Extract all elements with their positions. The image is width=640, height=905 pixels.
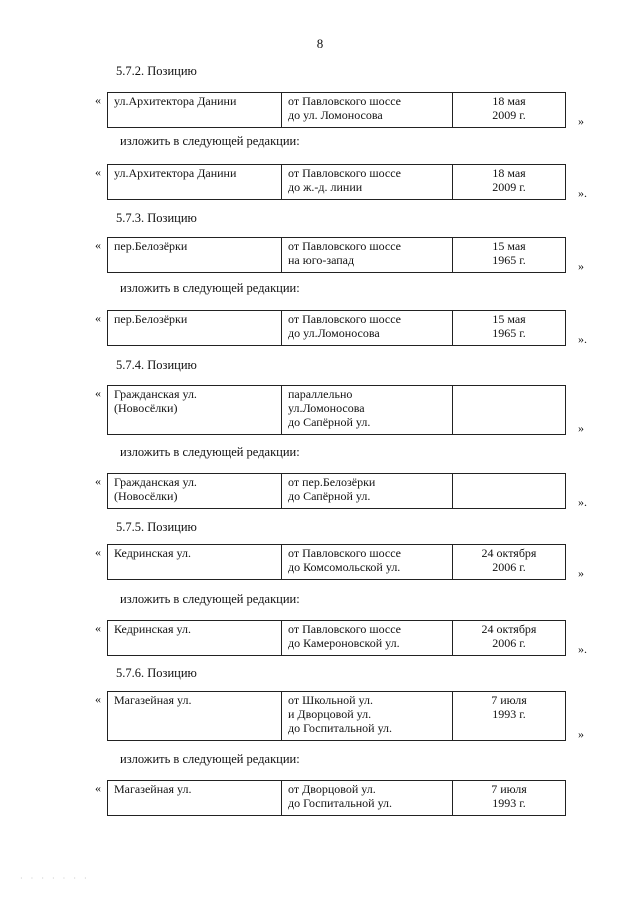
amendment-text: изложить в следующей редакции: [120,281,300,295]
close-quote: ». [578,332,587,346]
cell-line: пер.Белозёрки [114,239,188,253]
new-position-table [107,310,566,346]
open-quote: « [95,781,101,795]
cell-line: до ул. Ломоносова [288,108,383,122]
cell-line: пер.Белозёрки [114,312,188,326]
old-position-table [107,385,566,435]
table-row [108,621,566,656]
close-quote: » [578,259,584,273]
cell-line: Кедринская ул. [114,622,191,636]
cell-line: ул.Архитектора Данини [114,166,237,180]
old-position-table [107,544,566,580]
range-cell [282,238,453,273]
cell-line: до Камероновской ул. [288,636,400,650]
date-cell [453,621,566,656]
cell-line: 24 октября [481,546,537,560]
date-cell [453,474,566,509]
cell-line: 7 июля [491,693,527,707]
open-quote: « [95,165,101,179]
cell-line: до Сапёрной ул. [288,489,371,503]
cell-line: 2009 г. [492,108,526,122]
cell-line: 1993 г. [492,707,526,721]
cell-line: от Павловского шоссе [288,239,402,253]
cell-line: до ул.Ломоносова [288,326,380,340]
close-quote: » [578,421,584,435]
close-quote: » [578,727,584,741]
cell-line: до Сапёрной ул. [288,415,371,429]
date-cell [453,238,566,273]
cell-line: от Павловского шоссе [288,546,402,560]
table-row [108,692,566,741]
cell-line: от Павловского шоссе [288,166,402,180]
page-number: 8 [316,36,324,51]
close-quote: ». [578,186,587,200]
range-cell [282,781,453,816]
street-name-cell [108,165,282,200]
section-heading: 5.7.3. Позицию [116,211,197,225]
cell-line: Гражданская ул. [114,475,197,489]
street-name-cell [108,621,282,656]
range-cell [282,311,453,346]
cell-line: от Павловского шоссе [288,312,402,326]
street-name-cell [108,311,282,346]
section-heading: 5.7.6. Позицию [116,666,197,680]
cell-line: 15 мая [492,239,526,253]
street-name-cell [108,474,282,509]
cell-line: на юго-запад [288,253,355,267]
amendment-text: изложить в следующей редакции: [120,134,300,148]
street-name-cell [108,781,282,816]
open-quote: « [95,692,101,706]
range-cell [282,165,453,200]
date-cell [453,692,566,741]
street-name-cell [108,93,282,128]
cell-line: 1965 г. [492,326,526,340]
table-row [108,474,566,509]
close-quote: » [578,114,584,128]
cell-line: (Новосёлки) [114,401,178,415]
table-row [108,93,566,128]
date-cell [453,165,566,200]
cell-line: (Новосёлки) [114,489,178,503]
section-heading: 5.7.4. Позицию [116,358,197,372]
amendment-text: изложить в следующей редакции: [120,445,300,459]
date-cell [453,545,566,580]
cell-line: от Дворцовой ул. [288,782,376,796]
cell-line: 7 июля [491,782,527,796]
street-name-cell [108,238,282,273]
close-quote: ». [578,495,587,509]
cell-line: от Павловского шоссе [288,94,402,108]
table-row [108,165,566,200]
amendment-text: изложить в следующей редакции: [120,592,300,606]
close-quote: ». [578,642,587,656]
open-quote: « [95,93,101,107]
cell-line: и Дворцовой ул. [288,707,372,721]
street-name-cell [108,386,282,435]
close-quote: » [578,566,584,580]
cell-line: до ж.-д. линии [288,180,363,194]
range-cell [282,692,453,741]
date-cell [453,386,566,435]
section-heading: 5.7.2. Позицию [116,64,197,78]
open-quote: « [95,386,101,400]
table-row [108,781,566,816]
cell-line: 2009 г. [492,180,526,194]
cell-line: Гражданская ул. [114,387,197,401]
cell-line: от Школьной ул. [288,693,374,707]
cell-line: Магазейная ул. [114,693,192,707]
range-cell [282,545,453,580]
cell-line: 18 мая [492,94,526,108]
cell-line: от Павловского шоссе [288,622,402,636]
cell-line: 1993 г. [492,796,526,810]
open-quote: « [95,545,101,559]
new-position-table [107,620,566,656]
cell-line: до Комсомольской ул. [288,560,401,574]
section-heading: 5.7.5. Позицию [116,520,197,534]
open-quote: « [95,311,101,325]
old-position-table [107,92,566,128]
date-cell [453,781,566,816]
new-position-table [107,780,566,816]
date-cell [453,93,566,128]
cell-line: ул.Архитектора Данини [114,94,237,108]
cell-line: ул.Ломоносова [288,401,365,415]
table-row [108,238,566,273]
street-name-cell [108,545,282,580]
old-position-table [107,691,566,741]
table-row [108,545,566,580]
table-row [108,311,566,346]
new-position-table [107,473,566,509]
new-position-table [107,164,566,200]
cell-line: от пер.Белозёрки [288,475,376,489]
open-quote: « [95,238,101,252]
cell-line: до Госпитальной ул. [288,796,393,810]
old-position-table [107,237,566,273]
table-row [108,386,566,435]
cell-line: 1965 г. [492,253,526,267]
cell-line: Магазейная ул. [114,782,192,796]
date-cell [453,311,566,346]
cell-line: Кедринская ул. [114,546,191,560]
cell-line: 2006 г. [492,636,526,650]
range-cell [282,474,453,509]
range-cell [282,386,453,435]
cell-line: до Госпитальной ул. [288,721,393,735]
range-cell [282,621,453,656]
cell-line: 15 мая [492,312,526,326]
open-quote: « [95,621,101,635]
cell-line: 18 мая [492,166,526,180]
amendment-text: изложить в следующей редакции: [120,752,300,766]
scan-artifact-dots: · · · · · · · [20,874,90,883]
cell-line: 2006 г. [492,560,526,574]
cell-line: параллельно [288,387,353,401]
range-cell [282,93,453,128]
street-name-cell [108,692,282,741]
open-quote: « [95,474,101,488]
cell-line: 24 октября [481,622,537,636]
